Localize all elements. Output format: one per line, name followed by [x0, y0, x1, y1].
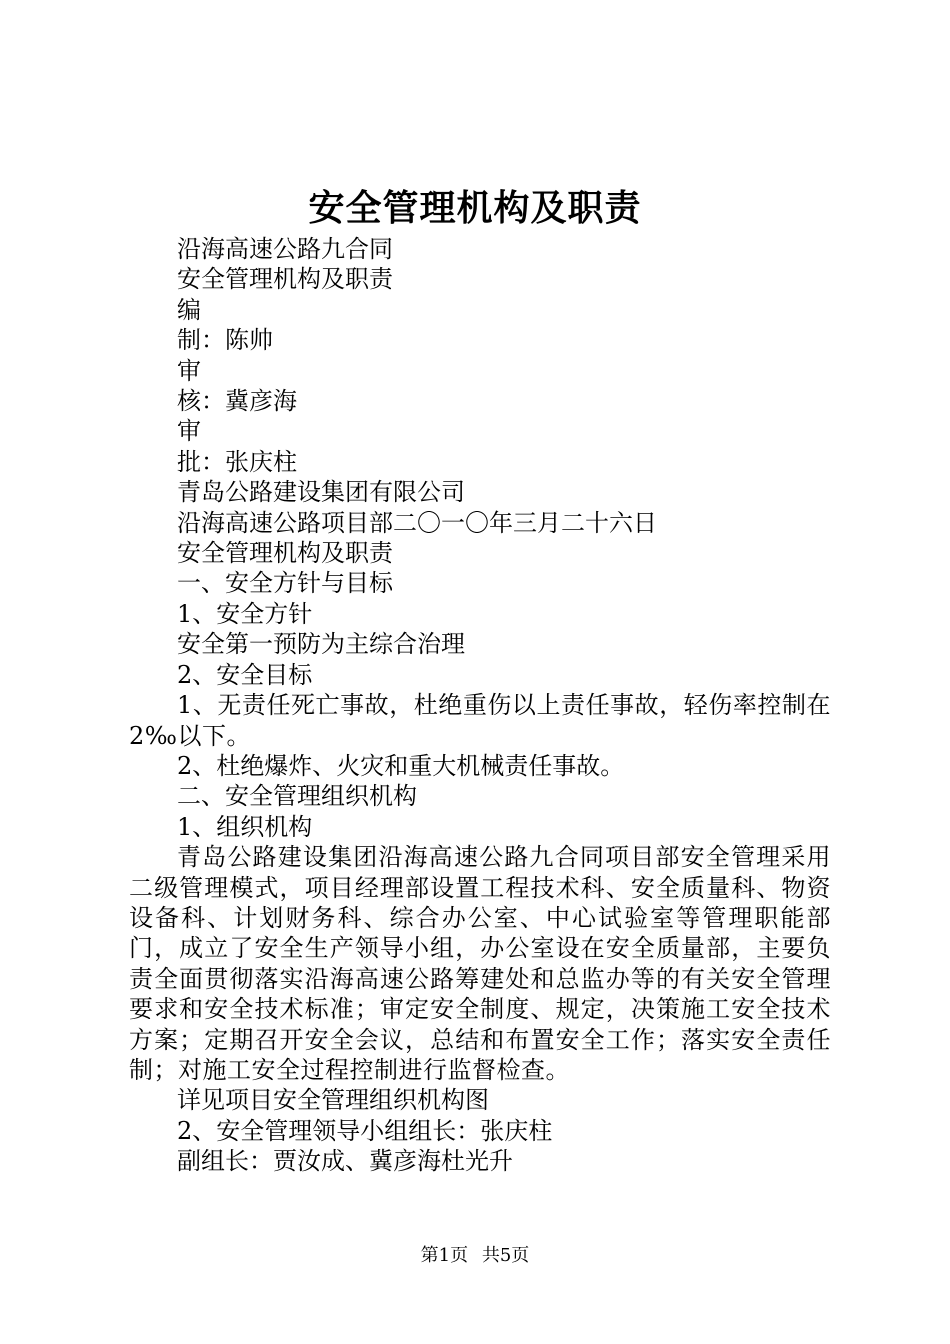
chart-reference-line: 详见项目安全管理组织机构图 — [177, 1086, 489, 1115]
leader-line: 2、安全管理领导小组组长：张庆柱 — [177, 1116, 553, 1145]
text-line: 安全管理机构及职责 — [177, 265, 393, 294]
text-line: 批：张庆柱 — [177, 447, 297, 476]
goal-2-line: 2、杜绝爆炸、火灾和重大机械责任事故。 — [177, 751, 625, 780]
text-line: 编 — [177, 295, 201, 324]
org-paragraph: 青岛公路建设集团沿海高速公路九合同项目部安全管理采用二级管理模式，项目经理部设置工程技术科、安全质量科、物资设备科、计划财务科、综合办公室、中心试验室等管理职能部门，成立了安全生产领导小组，办公室设在安全质量部，主要负责全面贯彻落实沿海高速公路筹建处和总监办等的有关安全管理要求和安全技术标准；审定安全制度、规定，决策施工安全技术方案；定期召开安全会议，总结和布置安全工作；落实安全责任制；对施工安全过程控制进行监督检查。 — [129, 843, 831, 1084]
text-line: 2、安全目标 — [177, 660, 313, 689]
goal-1-paragraph: 1、无责任死亡事故，杜绝重伤以上责任事故，轻伤率控制在2‰以下。 — [129, 691, 831, 750]
text-line: 沿海高速公路项目部二〇一〇年三月二十六日 — [177, 508, 657, 537]
page-footer — [0, 1244, 950, 1268]
text-line: 审 — [177, 417, 201, 446]
text-line: 沿海高速公路九合同 — [177, 235, 393, 263]
text-line: 一、安全方针与目标 — [177, 569, 393, 598]
text-line: 制：陈帅 — [177, 326, 273, 355]
text-line: 1、安全方针 — [177, 599, 313, 628]
page-number: 第1页 — [420, 1245, 469, 1266]
section-heading: 二、安全管理组织机构 — [177, 782, 417, 811]
document-body — [129, 234, 831, 1177]
text-line: 青岛公路建设集团有限公司 — [177, 478, 465, 507]
deputy-line: 副组长：贾汝成、冀彦海杜光升 — [177, 1147, 513, 1176]
text-line: 核：冀彦海 — [177, 387, 297, 416]
subsection-heading: 1、组织机构 — [177, 812, 313, 841]
text-line: 安全第一预防为主综合治理 — [177, 630, 465, 659]
text-line: 安全管理机构及职责 — [177, 539, 393, 568]
document-title: 安全管理机构及职责 — [308, 187, 642, 229]
page-total: 共5页 — [481, 1245, 530, 1266]
text-line: 审 — [177, 356, 201, 385]
